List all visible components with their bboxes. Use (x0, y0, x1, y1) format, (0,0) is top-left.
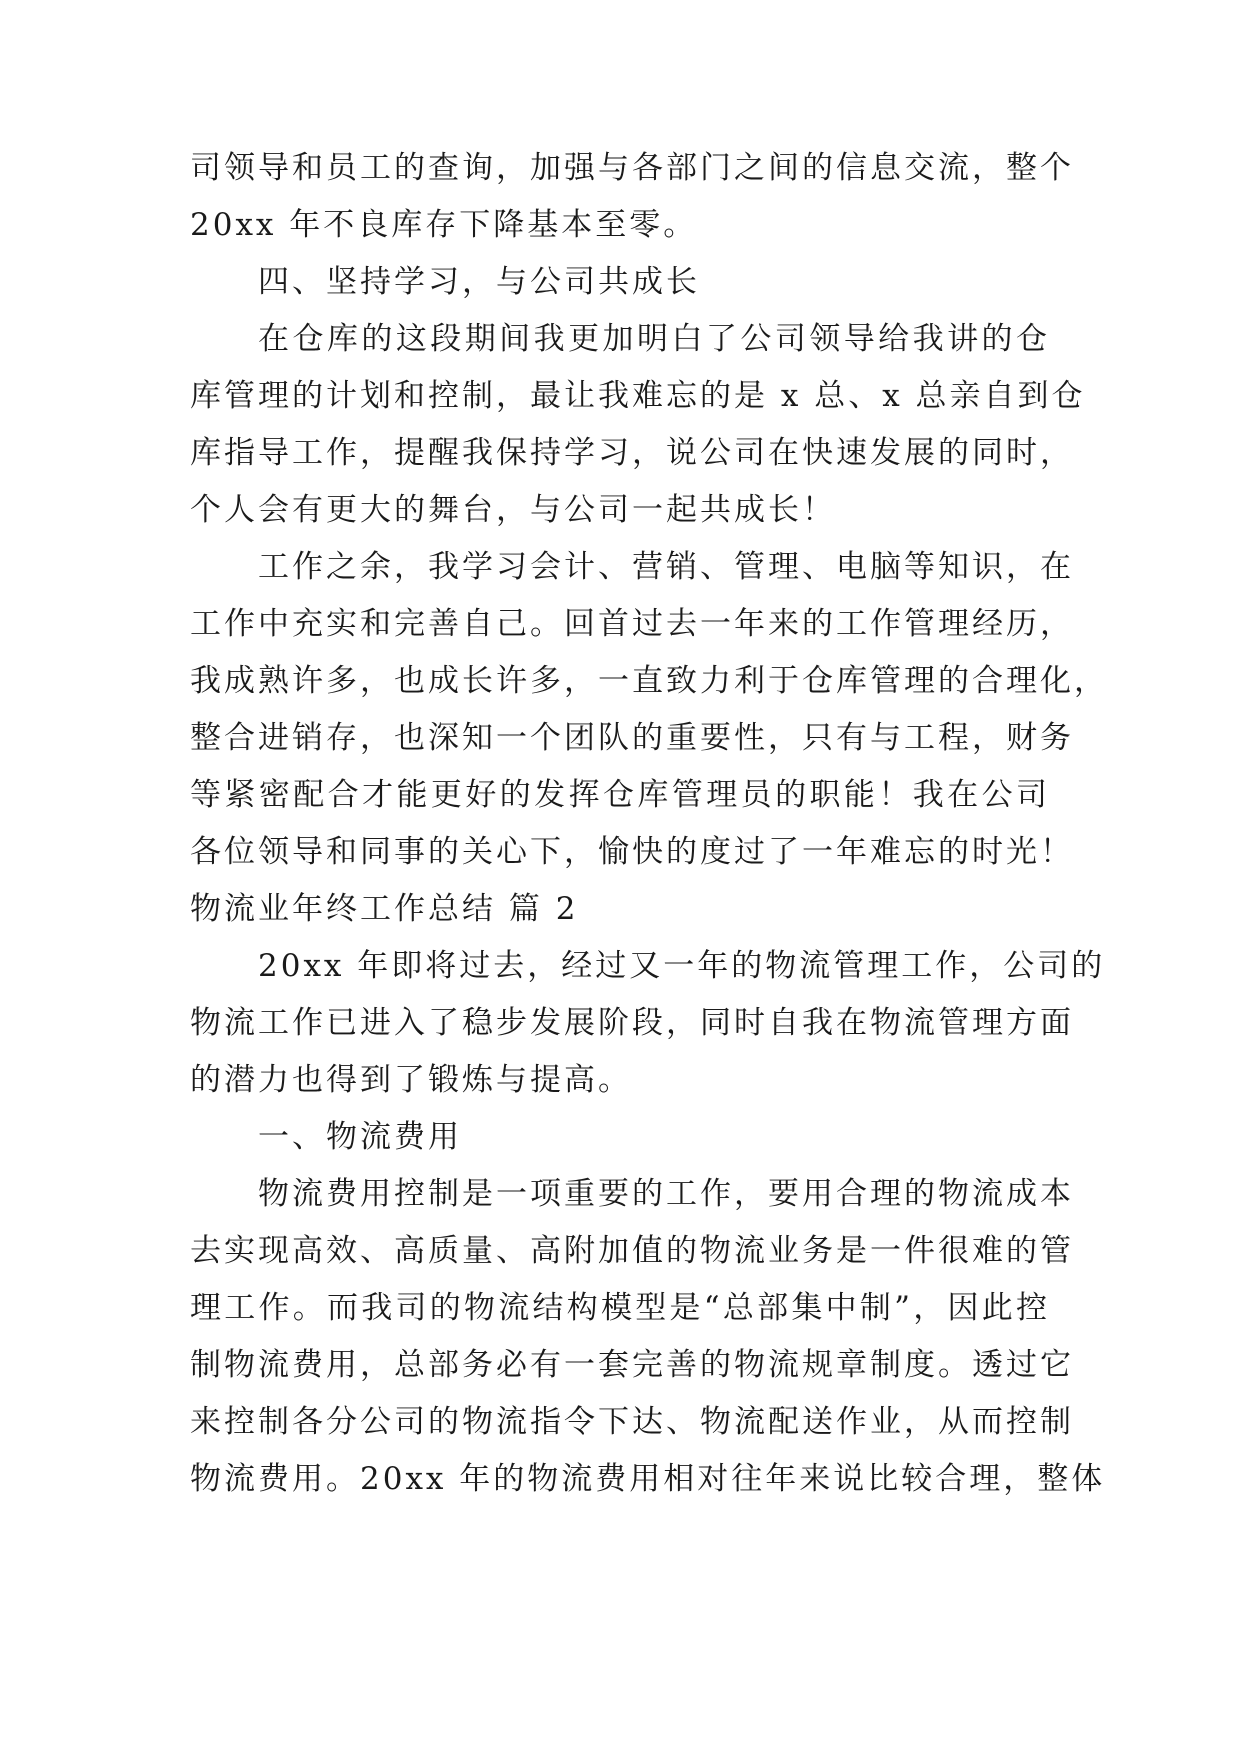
paragraph-line: 的潜力也得到了锻炼与提高。 (190, 1062, 632, 1098)
paragraph-line: 20xx 年不良库存下降基本至零。 (190, 207, 698, 243)
paragraph-line: 工作中充实和完善自己。回首过去一年来的工作管理经历， (190, 606, 1074, 642)
paragraph-line: 库管理的计划和控制，最让我难忘的是 x 总、x 总亲自到仓 (190, 378, 1086, 414)
paragraph-line: 来控制各分公司的物流指令下达、物流配送作业，从而控制 (190, 1404, 1074, 1440)
paragraph-line: 去实现高效、高质量、高附加值的物流业务是一件很难的管 (190, 1233, 1074, 1269)
paragraph-line: 20xx 年即将过去，经过又一年的物流管理工作，公司的 (258, 948, 1106, 984)
paragraph-line: 整合进销存，也深知一个团队的重要性，只有与工程，财务 (190, 720, 1074, 756)
section-heading: 四、坚持学习，与公司共成长 (258, 264, 700, 300)
paragraph-line: 个人会有更大的舞台，与公司一起共成长！ (190, 492, 836, 528)
paragraph-line: 物流工作已进入了稳步发展阶段，同时自我在物流管理方面 (190, 1005, 1074, 1041)
section-heading: 一、物流费用 (258, 1119, 462, 1155)
paragraph-line: 各位领导和同事的关心下，愉快的度过了一年难忘的时光！ (190, 834, 1074, 870)
article-title: 物流业年终工作总结 篇 2 (190, 891, 579, 927)
paragraph-line: 我成熟许多，也成长许多，一直致力利于仓库管理的合理化， (190, 663, 1108, 699)
paragraph-line: 制物流费用，总部务必有一套完善的物流规章制度。透过它 (190, 1347, 1074, 1383)
paragraph-line: 库指导工作，提醒我保持学习，说公司在快速发展的同时， (190, 435, 1074, 471)
paragraph-line: 物流费用。20xx 年的物流费用相对往年来说比较合理，整体 (190, 1461, 1106, 1497)
paragraph-line: 工作之余，我学习会计、营销、管理、电脑等知识，在 (258, 549, 1074, 585)
paragraph-line: 司领导和员工的查询，加强与各部门之间的信息交流，整个 (190, 150, 1074, 186)
paragraph-line: 物流费用控制是一项重要的工作，要用合理的物流成本 (258, 1176, 1074, 1212)
paragraph-line: 等紧密配合才能更好的发挥仓库管理员的职能！我在公司 (190, 777, 1050, 813)
paragraph-line: 理工作。而我司的物流结构模型是“总部集中制”，因此控 (190, 1290, 1050, 1326)
paragraph-line: 在仓库的这段期间我更加明白了公司领导给我讲的仓 (258, 321, 1050, 357)
